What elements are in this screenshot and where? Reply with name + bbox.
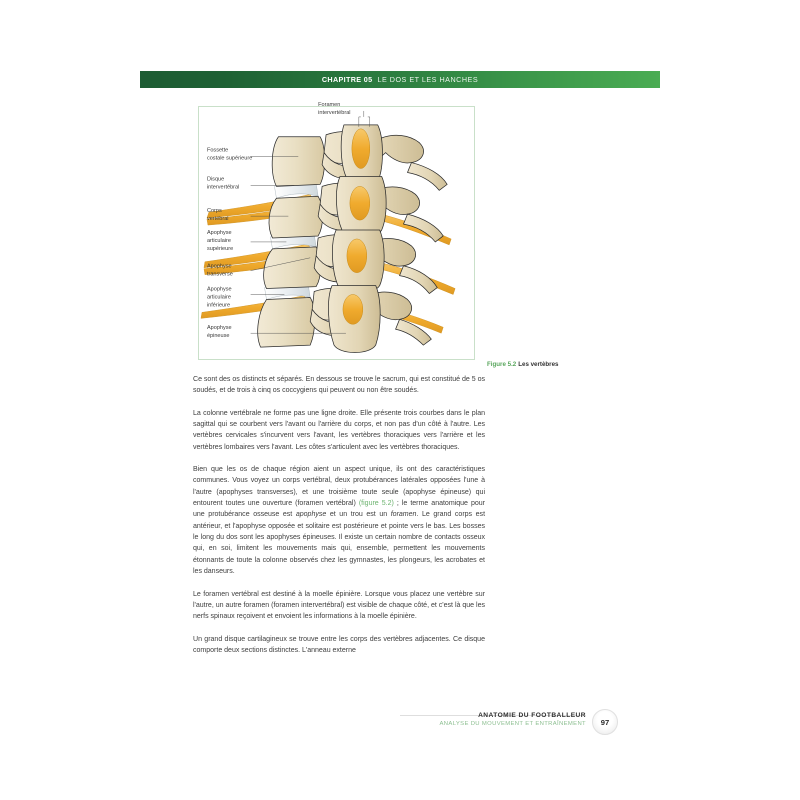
label-apophyse-epineuse-l1: Apophyse <box>206 325 232 332</box>
label-apophyse-inf-l1: Apophyse <box>206 286 232 293</box>
footer-book-title: ANATOMIE DU FOOTBALLEUR <box>478 712 586 719</box>
label-corps-l2: vertébral <box>206 216 229 223</box>
paragraph-3-part-b: ; le terme anatomique pour une protubérance osseuse est <box>193 500 485 519</box>
label-fossette-l2: costale supérieure <box>206 155 253 162</box>
label-apophyse-sup-l2: articulaire <box>206 237 231 244</box>
chapter-number: CHAPITRE 05 <box>321 75 373 84</box>
label-apophyse-inf-l3: inférieure <box>206 302 231 309</box>
footer-text-block <box>400 711 586 729</box>
figure-caption-number: Figure 5.2 <box>487 361 517 368</box>
paragraph-3-italic-apophyse: apophyse <box>295 511 327 519</box>
body-text-column <box>193 374 485 656</box>
paragraph-3-part-c: et un trou est un <box>326 511 391 519</box>
chapter-header-bar <box>140 71 660 88</box>
label-disque-l1: Disque <box>206 176 225 183</box>
paragraph-2: La colonne vertébrale ne forme pas une ligne droite. Elle présente trois courbes dans le plan sagittal qui se courbent vers l'avant ou l'arrière du corps, et non pas d'un côté à l'autre. Les vertèbres cervicales s'incurvent vers l'avant, les vertèbres thoraciques vers l'arrière et les vertèbres lombaires vers l'avant. Les côtes s'articulent avec les vertèbres thoraciques. <box>193 409 485 451</box>
label-corps-l1: Corps <box>206 208 222 215</box>
page-number-badge <box>592 709 618 735</box>
paragraph-3-italic-foramen: foramen <box>390 511 417 519</box>
label-apophyse-sup-l3: supérieure <box>206 245 234 252</box>
paragraph-3 <box>193 464 485 577</box>
paragraph-1: Ce sont des os distincts et séparés. En dessous se trouve le sacrum, qui est constitué de 5 os soudés, et de trois à cinq os coccygiens qui peuvent ou non être soudés. <box>193 376 485 395</box>
figure-caption <box>487 361 558 368</box>
page-footer <box>400 706 640 742</box>
label-apophyse-sup-l1: Apophyse <box>206 229 232 236</box>
footer-book-subtitle: ANALYSE DU MOUVEMENT ET ENTRAÎNEMENT <box>439 721 586 727</box>
label-apophyse-inf-l2: articulaire <box>206 294 231 301</box>
paragraph-5: Un grand disque cartilagineux se trouve entre les corps des vertèbres adjacentes. Ce disque comporte deux sections distinctes. L'anneau externe <box>193 635 485 654</box>
label-apophyse-epineuse-l2: épineuse <box>206 333 230 340</box>
label-apophyse-transverse-l1: Apophyse <box>206 263 232 270</box>
paragraph-3-part-a: Bien que les os de chaque région aient un aspect unique, ils ont des caractéristiques communes. Vous voyez un corps vertébral, deux protubérances latérales opposées l'une à l'autre (apophyses transverses), et une troisième toute seule (apophyse épineuse) qui entourent toutes une ouverture (foramen vertébral) <box>193 466 485 508</box>
paragraph-4: Le foramen vertébral est destiné à la moelle épinière. Lorsque vous placez une vertèbre sur l'autre, un autre foramen (foramen intervertébral) est visible de chaque côté, et c'est là que les nerfs spinaux reçoivent et envoient les informations à la moelle épinière. <box>193 590 485 621</box>
figure-caption-text: Les vertèbres <box>518 361 559 368</box>
label-disque-l2: intervertébral <box>206 184 240 191</box>
chapter-title: LE DOS ET LES HANCHES <box>377 75 479 84</box>
label-apophyse-transverse-l2: transverse <box>206 271 233 278</box>
label-foramen-l1: Foramen <box>318 102 341 109</box>
label-foramen-l2: intervertébral <box>318 109 351 116</box>
page-number: 97 <box>600 717 610 727</box>
figure-cross-reference-link[interactable]: (figure 5.2) <box>358 500 394 508</box>
vertebrae-illustration <box>199 102 474 359</box>
figure-box <box>198 102 475 360</box>
paragraph-3-part-d: . Le grand corps est antérieur, et l'apophyse opposée et solitaire est postérieure et pointe vers le bas. Les bosses le long du dos sont les apophyses épineuses. Il existe un certain nombre de contacts osseux qui, en soi, limitent les mouvements mais qui, ensemble, permettent les mouvements étonnants de toute la colonne observés chez les gymnastes, les plongeurs, les acrobates et les danseurs. <box>193 511 486 576</box>
label-fossette-l1: Fossette <box>206 147 229 154</box>
